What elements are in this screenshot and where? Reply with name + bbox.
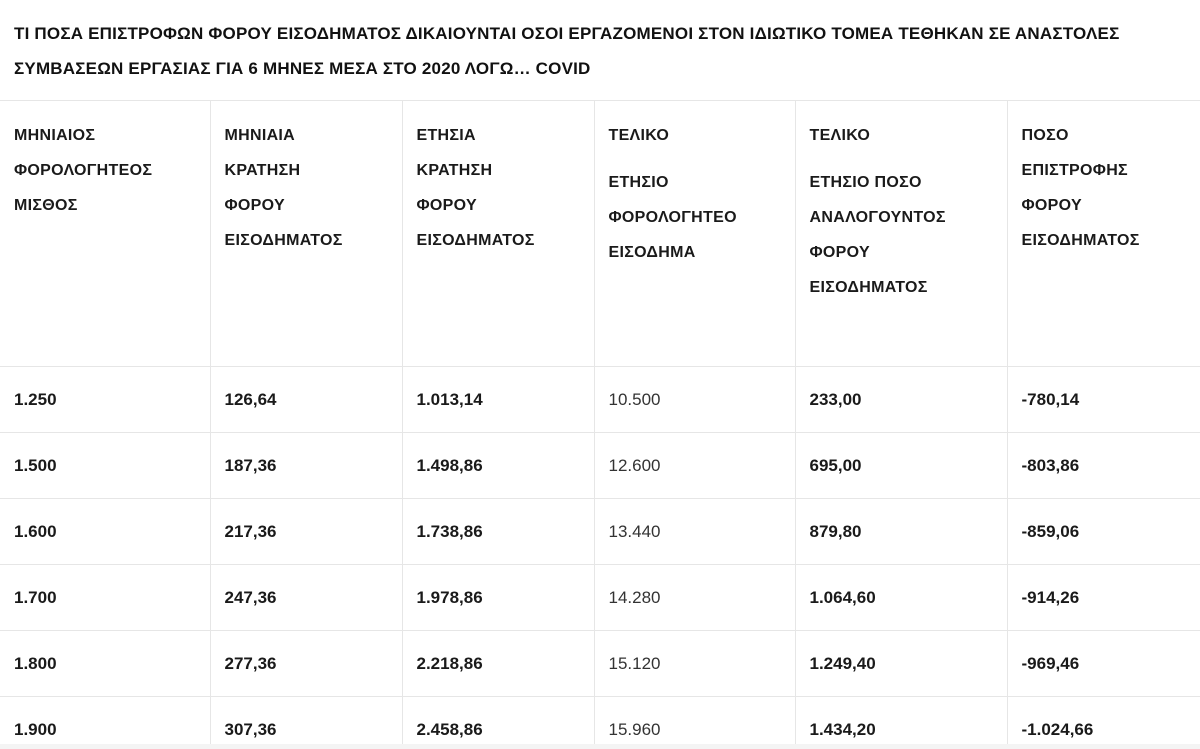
header-text: ΕΙΣΟΔΗΜΑΤΟΣ [809,279,928,296]
cell-monthly-withholding: 217,36 [210,499,402,565]
cell-annual-withholding: 2.458,86 [402,697,594,749]
header-final-annual-taxable-income [594,101,795,367]
cell-annual-withholding: 1.013,14 [402,367,594,433]
table-row [0,499,1200,565]
table-row [0,367,1200,433]
cell-refund-amount: -803,86 [1007,433,1200,499]
cell-annual-taxable-income: 12.600 [594,433,795,499]
table-row [0,433,1200,499]
tax-refund-table [0,100,1200,749]
cell-annual-tax-amount: 1.064,60 [795,565,1007,631]
header-text: ΕΤΗΣΙΑ [416,127,476,144]
cell-monthly-salary: 1.500 [0,433,210,499]
table-row [0,697,1200,749]
cell-annual-taxable-income: 14.280 [594,565,795,631]
header-final-annual-tax-amount [795,101,1007,367]
cell-monthly-salary: 1.250 [0,367,210,433]
cell-monthly-salary: 1.600 [0,499,210,565]
cell-monthly-salary: 1.900 [0,697,210,749]
header-text: ΜΗΝΙΑΙΑ [224,127,296,144]
header-text: ΕΙΣΟΔΗΜΑΤΟΣ [416,232,535,249]
cell-refund-amount: -914,26 [1007,565,1200,631]
article-title: ΤΙ ΠΟΣΑ ΕΠΙΣΤΡΟΦΩΝ ΦΟΡΟΥ ΕΙΣΟΔΗΜΑΤΟΣ ΔΙΚΑΙΟΥΝΤΑΙ ΟΣΟΙ ΕΡΓΑΖΟΜΕΝΟΙ ΣΤΟΝ ΙΔΙΩΤΙΚΟ ΤΟΜΕΑ ΤΕΘΗΚΑΝ ΣΕ ΑΝΑΣΤΟΛΕΣ ΣΥΜΒΑΣΕΩΝ ΕΡΓΑΣΙΑΣ ΓΙΑ 6 ΜΗΝΕΣ ΜΕΣΑ ΣΤΟ 2020 ΛΟΓΩ… COVID [14,24,1120,78]
header-text: ΚΡΑΤΗΣΗ [224,162,301,179]
header-text: ΑΝΑΛΟΓΟΥΝΤΟΣ [809,209,946,226]
bottom-divider [0,744,1200,749]
header-text: ΦΟΡΟΥ [1021,197,1082,214]
cell-annual-tax-amount: 1.249,40 [795,631,1007,697]
cell-monthly-withholding: 277,36 [210,631,402,697]
header-text: ΦΟΡΟΥ [809,244,870,261]
cell-monthly-withholding: 247,36 [210,565,402,631]
header-text: ΕΤΗΣΙΟ ΠΟΣΟ [809,174,922,191]
header-text: ΦΟΡΟΛΟΓΗΤΕΟ [608,209,737,226]
header-text: ΠΟΣΟ [1021,127,1069,144]
header-annual-tax-withholding [402,101,594,367]
header-text: ΕΤΗΣΙΟ [608,174,669,191]
cell-annual-withholding: 2.218,86 [402,631,594,697]
cell-annual-tax-amount: 233,00 [795,367,1007,433]
cell-annual-tax-amount: 879,80 [795,499,1007,565]
table-row [0,565,1200,631]
header-tax-refund-amount [1007,101,1200,367]
cell-annual-taxable-income: 13.440 [594,499,795,565]
cell-annual-taxable-income: 10.500 [594,367,795,433]
header-text: ΜΙΣΘΟΣ [14,197,78,214]
header-text: ΜΗΝΙΑΙΟΣ [14,127,96,144]
header-text: ΤΕΛΙΚΟ [809,127,871,144]
cell-refund-amount: -1.024,66 [1007,697,1200,749]
header-text: ΕΠΙΣΤΡΟΦΗΣ [1021,162,1128,179]
header-spacer [810,153,997,165]
cell-monthly-withholding: 307,36 [210,697,402,749]
header-text: ΕΙΣΟΔΗΜΑΤΟΣ [224,232,343,249]
cell-annual-tax-amount: 695,00 [795,433,1007,499]
header-text: ΕΙΣΟΔΗΜΑΤΟΣ [1021,232,1140,249]
table-row [0,631,1200,697]
header-text: ΤΕΛΙΚΟ [608,127,670,144]
header-monthly-tax-withholding [210,101,402,367]
cell-annual-taxable-income: 15.120 [594,631,795,697]
cell-refund-amount: -969,46 [1007,631,1200,697]
cell-annual-withholding: 1.738,86 [402,499,594,565]
cell-refund-amount: -859,06 [1007,499,1200,565]
cell-annual-tax-amount: 1.434,20 [795,697,1007,749]
cell-monthly-withholding: 187,36 [210,433,402,499]
cell-annual-withholding: 1.978,86 [402,565,594,631]
header-text: ΦΟΡΟΛΟΓΗΤΕΟΣ [14,162,153,179]
cell-refund-amount: -780,14 [1007,367,1200,433]
header-monthly-taxable-salary [0,101,210,367]
table-header-row [0,101,1200,367]
header-text: ΦΟΡΟΥ [224,197,285,214]
cell-annual-taxable-income: 15.960 [594,697,795,749]
header-text: ΚΡΑΤΗΣΗ [416,162,493,179]
cell-monthly-withholding: 126,64 [210,367,402,433]
cell-monthly-salary: 1.700 [0,565,210,631]
cell-annual-withholding: 1.498,86 [402,433,594,499]
header-spacer [609,153,785,165]
header-text: ΦΟΡΟΥ [416,197,477,214]
cell-monthly-salary: 1.800 [0,631,210,697]
header-text: ΕΙΣΟΔΗΜΑ [608,244,696,261]
